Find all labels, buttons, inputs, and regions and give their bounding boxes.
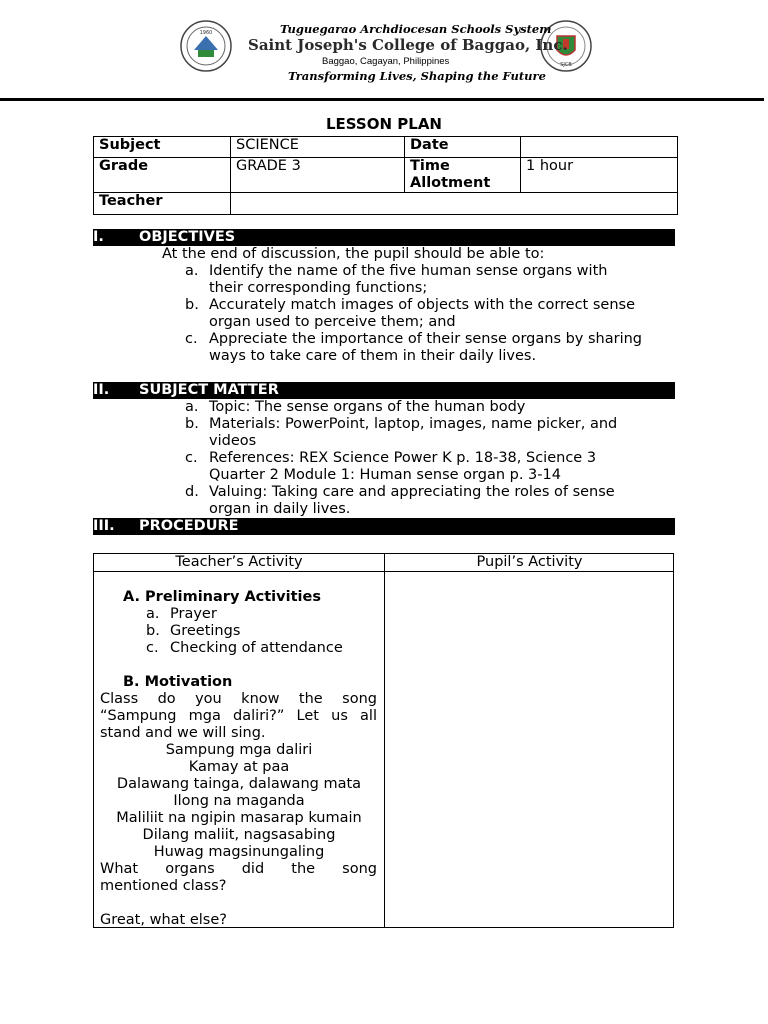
followup-text: Great, what else? bbox=[100, 912, 227, 928]
date-value bbox=[521, 137, 678, 158]
list-text: Identify the name of the five human sense organs with bbox=[209, 263, 608, 279]
list-marker: c. bbox=[185, 450, 198, 466]
list-text: Checking of attendance bbox=[170, 640, 343, 656]
list-text: Materials: PowerPoint, laptop, images, name picker, and bbox=[209, 416, 618, 432]
question-text-line: What organs did the song bbox=[100, 861, 377, 877]
list-marker: a. bbox=[185, 399, 199, 415]
time-label-line1: Time bbox=[410, 158, 450, 174]
procedure-heading bbox=[93, 518, 675, 535]
time-label-line2: Allotment bbox=[410, 175, 491, 191]
time-allotment-value: 1 hour bbox=[521, 158, 678, 193]
list-marker: c. bbox=[185, 331, 198, 347]
subject-label: Subject bbox=[94, 137, 231, 158]
grade-label: Grade bbox=[94, 158, 231, 193]
song-line: Dalawang tainga, dalawang mata bbox=[116, 776, 362, 792]
lesson-info-table bbox=[93, 136, 678, 215]
subject-matter-title: SUBJECT MATTER bbox=[139, 382, 279, 398]
list-text: Quarter 2 Module 1: Human sense organ p. 3-14 bbox=[209, 467, 561, 483]
objectives-intro: At the end of discussion, the pupil should be able to: bbox=[162, 246, 545, 262]
list-text: Accurately match images of objects with the correct sense bbox=[209, 297, 635, 313]
list-marker: a. bbox=[146, 606, 160, 622]
list-marker: a. bbox=[185, 263, 199, 279]
list-text: videos bbox=[209, 433, 257, 449]
objectives-heading bbox=[93, 229, 675, 246]
motivation-heading: B. Motivation bbox=[123, 674, 233, 690]
header-row-divider bbox=[94, 571, 673, 572]
procedure-table bbox=[93, 553, 674, 928]
list-marker: b. bbox=[185, 297, 199, 313]
song-line: Dilang maliit, nagsasabing bbox=[142, 827, 336, 843]
procedure-number: III. bbox=[93, 518, 115, 534]
objectives-number: I. bbox=[93, 229, 104, 245]
list-marker: b. bbox=[185, 416, 199, 432]
teacher-activity-header: Teacher’s Activity bbox=[175, 554, 303, 570]
list-text: ways to take care of them in their daily lives. bbox=[209, 348, 537, 364]
song-line: Ilong na maganda bbox=[173, 793, 305, 809]
list-marker: d. bbox=[185, 484, 199, 500]
pupil-activity-header: Pupil’s Activity bbox=[476, 554, 583, 570]
song-line: Maliliit na ngipin masarap kumain bbox=[116, 810, 362, 826]
motivation-text-line: Class do you know the song bbox=[100, 691, 377, 707]
song-line: Huwag magsinungaling bbox=[153, 844, 325, 860]
svg-text:1960: 1960 bbox=[199, 30, 213, 36]
list-text: Appreciate the importance of their sense organs by sharing bbox=[209, 331, 643, 347]
question-text-line: mentioned class? bbox=[100, 878, 227, 894]
subject-value: SCIENCE bbox=[231, 137, 405, 158]
school-address: Baggao, Cagayan, Philippines bbox=[322, 56, 450, 67]
song-line: Sampung mga daliri bbox=[165, 742, 313, 758]
list-marker: b. bbox=[146, 623, 160, 639]
column-divider bbox=[384, 554, 385, 927]
motivation-text-line: “Sampung mga daliri?” Let us all bbox=[100, 708, 377, 724]
motivation-text-line: stand and we will sing. bbox=[100, 725, 266, 741]
procedure-title: PROCEDURE bbox=[139, 518, 239, 534]
teacher-value bbox=[231, 193, 678, 215]
list-text: References: REX Science Power K p. 18-38, Science 3 bbox=[209, 450, 597, 466]
list-text: their corresponding functions; bbox=[209, 280, 428, 296]
page-title: LESSON PLAN bbox=[326, 115, 442, 133]
school-seal-left-icon bbox=[180, 20, 232, 72]
list-text: organ used to perceive them; and bbox=[209, 314, 456, 330]
subject-matter-heading bbox=[93, 382, 675, 399]
list-text: organ in daily lives. bbox=[209, 501, 351, 517]
school-name: Saint Joseph's College of Baggao, Inc. bbox=[248, 36, 568, 54]
teacher-label: Teacher bbox=[94, 193, 231, 215]
song-line: Kamay at paa bbox=[188, 759, 290, 775]
time-allotment-label bbox=[405, 158, 521, 193]
grade-value: GRADE 3 bbox=[231, 158, 405, 193]
school-system-name: Tuguegarao Archdiocesan Schools System bbox=[280, 22, 552, 36]
list-text: Prayer bbox=[170, 606, 217, 622]
header-divider bbox=[0, 98, 764, 101]
list-marker: c. bbox=[146, 640, 159, 656]
date-label: Date bbox=[405, 137, 521, 158]
list-text: Greetings bbox=[170, 623, 241, 639]
school-motto: Transforming Lives, Shaping the Future bbox=[288, 69, 546, 83]
preliminary-activities-heading: A. Preliminary Activities bbox=[123, 589, 321, 605]
subject-matter-number: II. bbox=[93, 382, 110, 398]
list-text: Valuing: Taking care and appreciating the roles of sense bbox=[209, 484, 615, 500]
objectives-title: OBJECTIVES bbox=[139, 229, 236, 245]
list-text: Topic: The sense organs of the human body bbox=[209, 399, 526, 415]
svg-text:SJCB: SJCB bbox=[560, 62, 572, 68]
